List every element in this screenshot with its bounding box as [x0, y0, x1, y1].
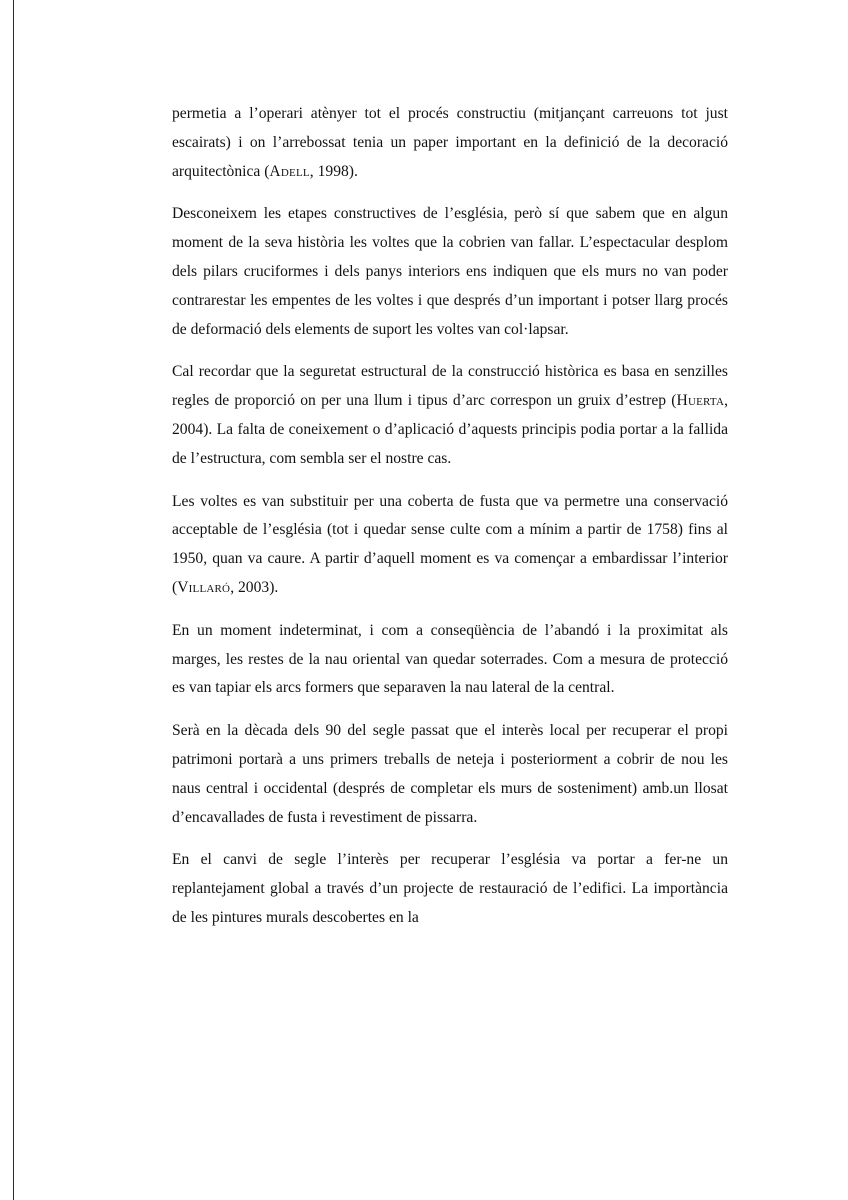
- paragraph: Les voltes es van substituir per una coberta de fusta que va permetre una conservació acceptable de l’església (tot i quedar sense culte com a mínim a partir de 1758) fins al 1950, quan va caure. A partir d’aquell moment es va començar a embardissar l’interior (Villaró, 2003).: [172, 492, 728, 596]
- paragraph: En el canvi de segle l’interès per recuperar l’església va portar a fer-ne un replantejament global a través d’un projecte de restauració de l’edifici. La importància de les pintures murals descobertes en la: [172, 851, 728, 926]
- paragraph: Cal recordar que la seguretat estructural de la construcció històrica es basa en senzilles regles de proporció on per una llum i tipus d’arc correspon un gruix d’estrep (Huerta, 2004). La falta de coneixement o d’aplicació d’aquests principis podia portar a la fallida de l’estructura, com sembla ser el nostre cas.: [172, 363, 728, 467]
- paragraph: Desconeixem les etapes constructives de l’església, però sí que sabem que en algun moment de la seva història les voltes que la cobrien van fallar. L’espectacular desplom dels pilars cruciformes i dels panys interiors ens indiquen que els murs no van poder contrarestar les empentes de les voltes i que després d’un important i potser llarg procés de deformació dels elements de suport les voltes van col·lapsar.: [172, 205, 728, 338]
- citation-author: Huerta: [676, 392, 725, 410]
- body-text-column: [172, 100, 728, 933]
- paragraph: Serà en la dècada dels 90 del segle passat que el interès local per recuperar el propi patrimoni portarà a uns primers treballs de neteja i posteriorment a cobrir de nou les naus central i occidental (després de completar els murs de sosteniment) amb.un llosat d’encavallades de fusta i revestiment de pissarra.: [172, 722, 728, 826]
- citation-author: Villaró: [177, 578, 231, 596]
- paragraph: permetia a l’operari atènyer tot el procés constructiu (mitjançant carreuons tot just escairats) i on l’arrebossat tenia un paper important en la definició de la decoració arquitectònica (Adell, 1998).: [172, 105, 728, 180]
- paragraph: En un moment indeterminat, i com a conseqüència de l’abandó i la proximitat als marges, les restes de la nau oriental van quedar soterrades. Com a mesura de protecció es van tapiar els arcs formers que separaven la nau lateral de la central.: [172, 621, 728, 697]
- page-edge-rule: [13, 0, 14, 1200]
- citation-author: Adell: [269, 162, 310, 180]
